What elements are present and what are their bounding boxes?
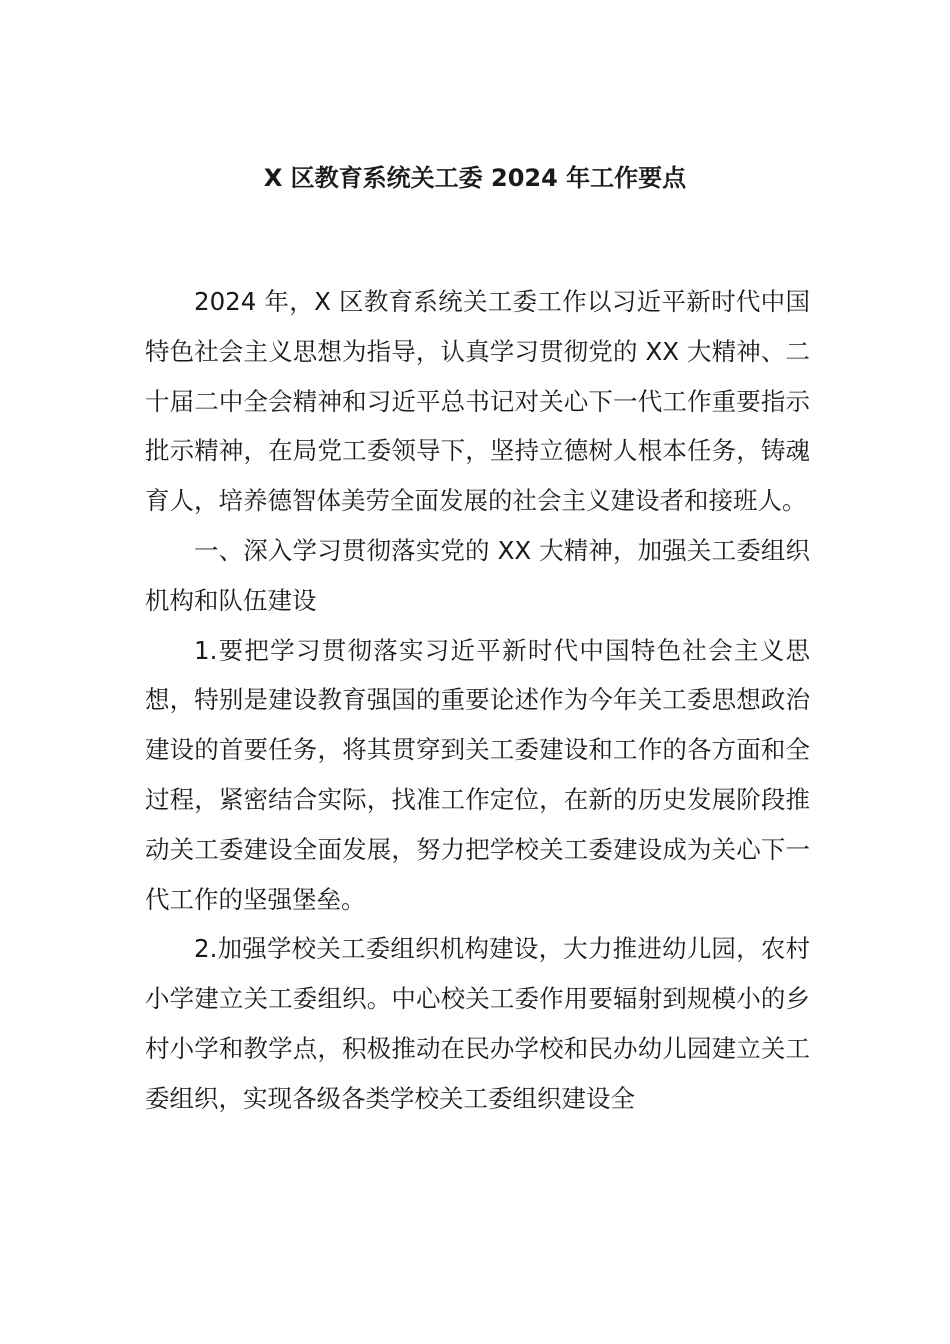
document-body (145, 277, 810, 1124)
paragraph-item-2: 2.加强学校关工委组织机构建设，大力推进幼儿园，农村小学建立关工委组织。中心校关工委作用要辐射到规模小的乡村小学和教学点，积极推动在民办学校和民办幼儿园建立关工委组织，实现各级各类学校关工委组织建设全 (145, 934, 810, 1113)
paragraph-intro: 2024 年，X 区教育系统关工委工作以习近平新时代中国特色社会主义思想为指导，认真学习贯彻党的 XX 大精神、二十届二中全会精神和习近平总书记对关心下一代工作重要指示批示精神，在局党工委领导下，坚持立德树人根本任务，铸魂育人，培养德智体美劳全面发展的社会主义建设者和接班人。 (145, 287, 810, 516)
document-title: X 区教育系统关工委 2024 年工作要点 (263, 164, 687, 192)
section-heading-1: 一、深入学习贯彻落实党的 XX 大精神，加强关工委组织机构和队伍建设 (145, 535, 810, 615)
paragraph-item-1: 1.要把学习贯彻落实习近平新时代中国特色社会主义思想，特别是建设教育强国的重要论述作为今年关工委思想政治建设的首要任务，将其贯穿到关工委建设和工作的各方面和全过程，紧密结合实际，找准工作定位，在新的历史发展阶段推动关工委建设全面发展，努力把学校关工委建设成为关心下一代工作的坚强堡垒。 (145, 635, 810, 914)
